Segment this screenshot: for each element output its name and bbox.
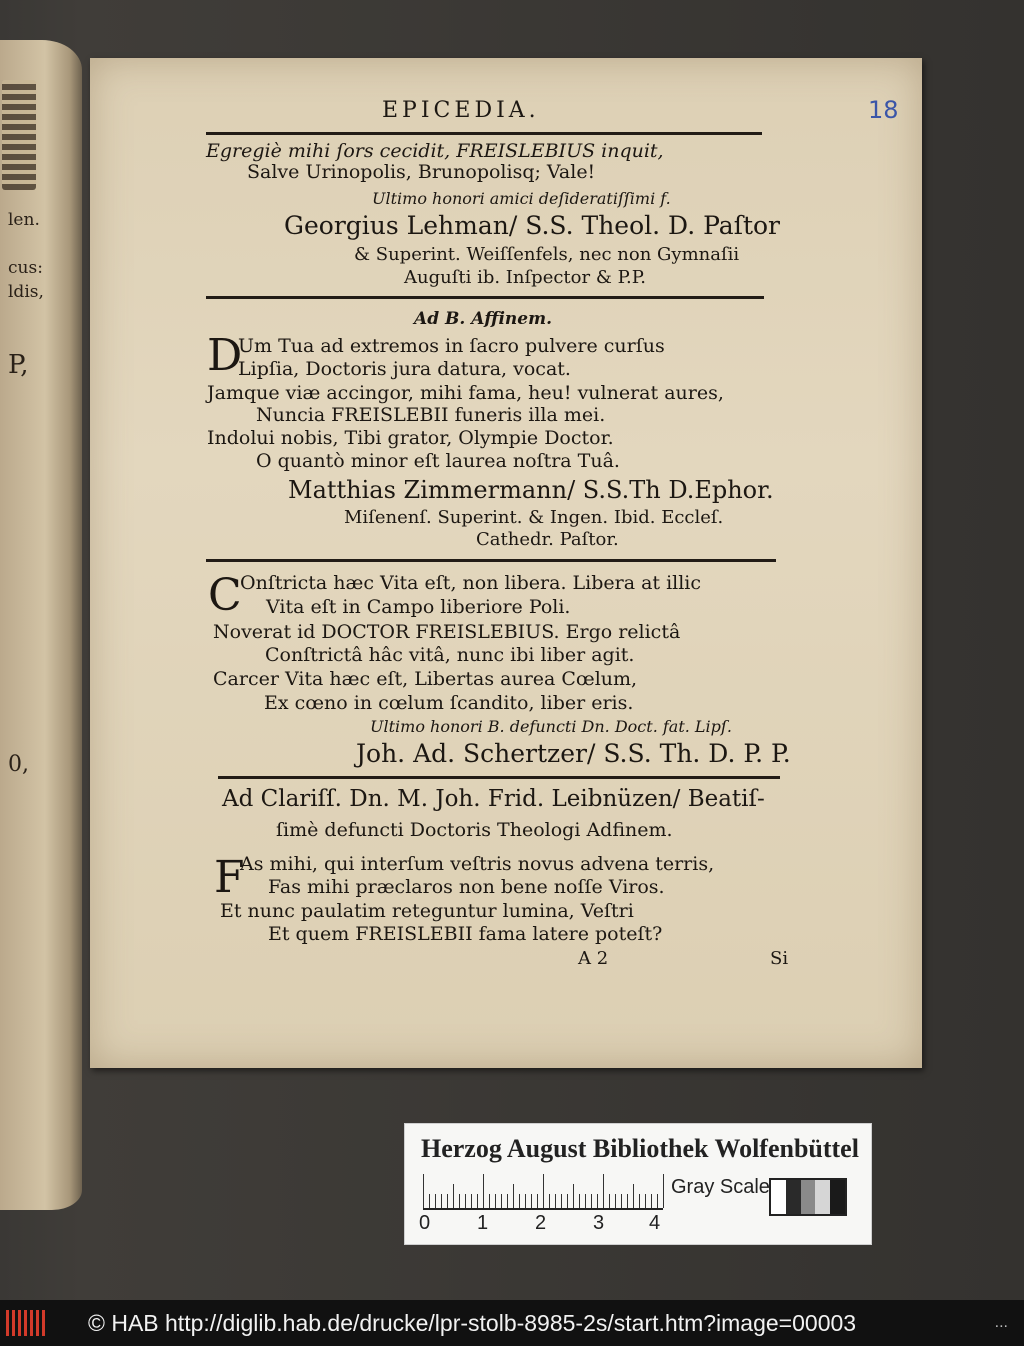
verse-line: Fas mihi præclaros non bene noſſe Viros. <box>268 876 665 898</box>
ruler-tick <box>573 1184 574 1208</box>
verse-line: Vita eſt in Campo liberiore Poli. <box>266 596 571 618</box>
verse-line: Et nunc paulatim reteguntur lumina, Veſtri <box>220 900 634 922</box>
ruler-tick <box>633 1184 634 1208</box>
ruler-tick <box>543 1174 544 1208</box>
ruler-tick <box>627 1194 628 1208</box>
left-page-edge <box>0 40 82 1210</box>
dedication: Ultimo honori B. defuncti Dn. Doct. fat. Lipſ. <box>370 717 732 736</box>
left-page-fragment: 0, <box>8 752 29 777</box>
verse-line: Carcer Vita hæc eſt, Libertas aurea Cœlum, <box>213 668 638 690</box>
footer-url[interactable]: © HAB http://diglib.hab.de/drucke/lpr-stolb-8985-2s/start.htm?image=00003 <box>88 1310 857 1336</box>
gray-swatch <box>830 1180 845 1214</box>
drop-cap: F <box>214 852 245 903</box>
verse-line: Ex cœno in cœlum ſcandito, liber eris. <box>264 692 634 714</box>
ruler-tick <box>489 1194 490 1208</box>
ruler-tick <box>441 1194 442 1208</box>
verse-line: Jamque viæ accingor, mihi fama, heu! vulnerat aures, <box>207 382 724 404</box>
verse-line: Nuncia FREISLEBII funeris illa mei. <box>256 404 606 426</box>
section-heading: Ad Clariſſ. Dn. M. Joh. Frid. Leibnüzen/ Beatiſ- <box>222 786 765 812</box>
ruler-number: 4 <box>649 1212 661 1234</box>
section-rule <box>218 776 780 779</box>
catchword: Si <box>770 948 789 969</box>
ornament <box>2 80 36 190</box>
gray-swatch <box>786 1180 801 1214</box>
ruler-tick <box>501 1194 502 1208</box>
handwritten-page-number: 18 <box>868 96 899 124</box>
left-page-fragment: cus: <box>8 258 43 278</box>
ruler-tick <box>549 1194 550 1208</box>
verse-line: Um Tua ad extremos in ſacro pulvere curſus <box>238 335 665 357</box>
gray-scale-swatches <box>769 1178 847 1216</box>
page-header: EPICEDIA. <box>382 98 540 123</box>
section-heading: ſimè defuncti Doctoris Theologi Adfinem. <box>276 819 673 841</box>
ruler-tick <box>585 1194 586 1208</box>
gray-swatch <box>801 1180 816 1214</box>
ruler-number: 0 <box>419 1212 431 1234</box>
section-rule <box>206 559 776 562</box>
ruler-tick <box>459 1194 460 1208</box>
ruler-tick <box>519 1194 520 1208</box>
gray-swatch <box>771 1180 786 1214</box>
ruler-tick <box>591 1194 592 1208</box>
reference-card <box>404 1123 872 1245</box>
ruler-tick <box>645 1194 646 1208</box>
gray-scale-label: Gray Scale <box>671 1176 770 1198</box>
author-name: Matthias Zimmermann/ S.S.Th D.Ephor. <box>288 476 774 504</box>
ruler-tick <box>531 1194 532 1208</box>
hab-logo-icon <box>6 1310 46 1336</box>
ruler-tick <box>471 1194 472 1208</box>
left-page-fragment: len. <box>8 210 40 230</box>
author-name: Joh. Ad. Schertzer/ S.S. Th. D. P. P. <box>356 739 791 768</box>
ruler-tick <box>663 1174 664 1208</box>
ruler-tick <box>555 1194 556 1208</box>
gray-swatch <box>815 1180 830 1214</box>
author-title: Auguſti ib. Inſpector & P.P. <box>404 267 646 288</box>
ruler-tick <box>597 1194 598 1208</box>
ruler-tick <box>429 1194 430 1208</box>
section-rule <box>206 296 764 299</box>
author-title: & Superint. Weiſſenfels, nec non Gymnaſii <box>354 244 740 265</box>
author-title: Miſenenſ. Superint. & Ingen. Ibid. Eccleſ. <box>344 507 724 528</box>
ruler-tick <box>651 1194 652 1208</box>
ruler-tick <box>513 1184 514 1208</box>
verse-line: Lipſia, Doctoris jura datura, vocat. <box>238 358 571 380</box>
ruler-tick <box>465 1194 466 1208</box>
dedication: Ultimo honori amici deſideratiſſimi f. <box>372 189 671 208</box>
verse-line: Salve Urinopolis, Brunopolisq; Vale! <box>247 161 596 183</box>
ruler-tick <box>657 1194 658 1208</box>
verse-line: Conſtrictâ hâc vitâ, nunc ibi liber agit. <box>265 644 635 666</box>
left-page-fragment: ldis, <box>8 282 44 302</box>
ruler-tick <box>537 1194 538 1208</box>
ruler-number: 2 <box>535 1212 547 1234</box>
verse-line: As mihi, qui interſum veſtris novus advena terris, <box>240 853 715 875</box>
ruler-tick <box>561 1194 562 1208</box>
verse-line: Indolui nobis, Tibi grator, Olympie Doctor. <box>207 427 614 449</box>
left-page-fragment: P, <box>8 350 29 380</box>
ruler-number: 1 <box>477 1212 489 1234</box>
ruler-tick <box>477 1194 478 1208</box>
more-icon[interactable]: ... <box>994 1314 1008 1331</box>
ruler-tick <box>447 1194 448 1208</box>
ruler-tick <box>423 1174 424 1208</box>
verse-line: Noverat id DOCTOR FREISLEBIUS. Ergo relictâ <box>213 621 681 643</box>
ruler-scale <box>423 1172 663 1210</box>
ruler-tick <box>609 1194 610 1208</box>
ruler-tick <box>453 1184 454 1208</box>
section-heading: Ad B. Affinem. <box>414 309 552 329</box>
header-rule <box>206 132 762 135</box>
ruler-tick <box>435 1194 436 1208</box>
verse-line: Egregiè mihi ſors cecidit, FREISLEBIUS inquit, <box>206 140 664 162</box>
ruler-tick <box>615 1194 616 1208</box>
verse-line: O quantò minor eſt laurea noſtra Tuâ. <box>256 450 620 472</box>
drop-cap: D <box>207 330 243 381</box>
author-name: Georgius Lehman/ S.S. Theol. D. Paſtor <box>284 211 780 240</box>
ruler-tick <box>525 1194 526 1208</box>
viewer-footer <box>0 1300 1024 1346</box>
verse-line: Onſtricta hæc Vita eſt, non libera. Libera at illic <box>240 572 702 594</box>
verse-line: Et quem FREISLEBII fama latere poteſt? <box>268 923 663 945</box>
ruler-tick <box>495 1194 496 1208</box>
author-title: Cathedr. Paſtor. <box>476 529 619 550</box>
ruler-tick <box>603 1174 604 1208</box>
ruler-tick <box>579 1194 580 1208</box>
ruler-tick <box>567 1194 568 1208</box>
ruler-tick <box>507 1194 508 1208</box>
ruler-tick <box>639 1194 640 1208</box>
ruler-tick <box>483 1174 484 1208</box>
drop-cap: C <box>208 570 242 621</box>
ruler-tick <box>621 1194 622 1208</box>
signature-mark: A 2 <box>578 948 609 969</box>
card-title: Herzog August Bibliothek Wolfenbüttel <box>421 1134 859 1163</box>
ruler-number: 3 <box>593 1212 605 1234</box>
